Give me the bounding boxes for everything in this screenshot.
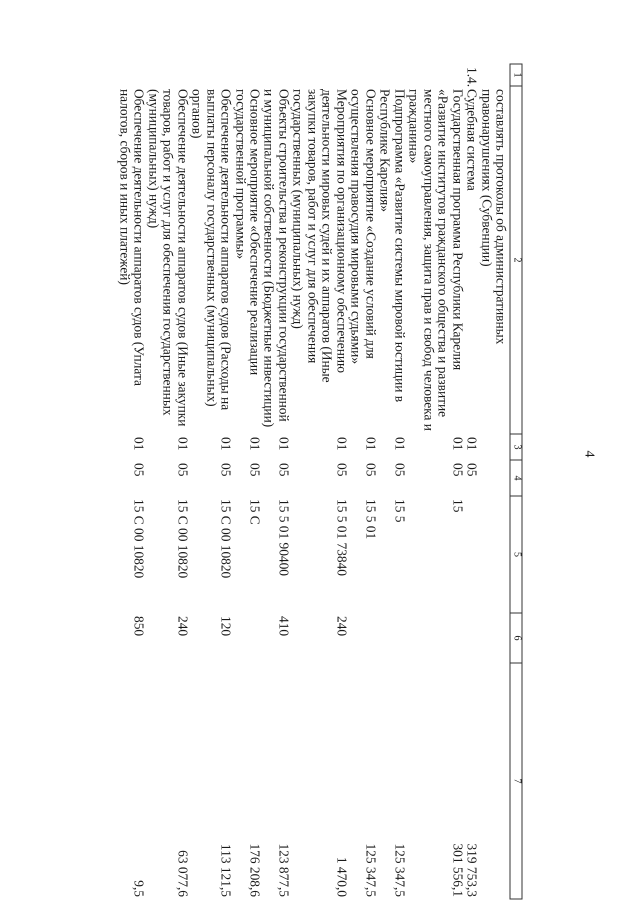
row-rz: 01 [363, 437, 379, 451]
row-rz: 01 [464, 437, 480, 451]
row-rz: 01 [276, 437, 292, 451]
row-pr: 05 [218, 463, 234, 477]
row-name: Государственная программа Республики Карелия «Развитие институтов гражданского общества и развитие местного самоуправления, защита прав и свобод человека и гражданина» [406, 89, 466, 431]
row-name: Судебная система [464, 89, 480, 191]
row-number [377, 64, 406, 86]
row-csr: 15 5 01 90400 [276, 499, 292, 576]
table-row [406, 64, 464, 899]
row-amount: 301 556,1 [450, 843, 466, 897]
row-vr: 240 [334, 616, 350, 637]
row-vr [406, 613, 464, 663]
budget-table [117, 64, 523, 900]
table-row [189, 64, 232, 899]
header-cell: 3 [510, 434, 522, 460]
row-name: Обеспечение деятельности аппаратов судов (Иные закупки товаров, работ и услуг для обеспечения государственных (муниципальных) нужд) [146, 89, 191, 427]
row-vr: 410 [276, 616, 292, 637]
row-csr: 15 С [247, 499, 263, 525]
row-csr: 15 С 00 10820 [175, 499, 191, 579]
table-row [146, 64, 189, 899]
row-csr [464, 496, 478, 613]
row-rz: 01 [218, 437, 234, 451]
header-cell: 4 [510, 460, 522, 496]
header-cell: 6 [510, 613, 522, 663]
row-csr: 15 [450, 499, 466, 513]
table-row [233, 64, 262, 899]
table-row [377, 64, 406, 899]
header-cell: 1 [510, 64, 522, 86]
table-row [117, 64, 146, 899]
row-number: 1.4. [464, 67, 480, 88]
row-csr: 15 5 01 73840 [334, 499, 350, 576]
row-vr [348, 613, 377, 663]
row-number [262, 64, 291, 86]
row-number [146, 64, 189, 86]
row-amount: 176 208,6 [247, 843, 263, 897]
page-number: 4 [581, 450, 597, 458]
row-rz: 01 [175, 437, 191, 451]
row-csr: 15 С 00 10820 [131, 499, 147, 579]
row-csr [479, 496, 510, 613]
table-row [348, 64, 377, 899]
row-vr: 850 [131, 616, 147, 637]
header-cell: 5 [510, 496, 522, 613]
row-pr: 05 [131, 463, 147, 477]
row-csr: 15 С 00 10820 [218, 499, 234, 579]
row-pr: 05 [175, 463, 191, 477]
row-name: Обеспечение деятельности аппаратов судов (Расходы на выплаты персоналу государственных (муниципальных) органов) [189, 89, 234, 411]
row-amount: 1 470,0 [334, 856, 350, 897]
row-amount: 63 077,6 [175, 850, 191, 897]
row-rz: 01 [131, 437, 147, 451]
row-amount: 9,5 [131, 880, 147, 897]
row-vr [377, 613, 406, 663]
row-vr: 240 [175, 616, 191, 637]
row-csr: 15 5 [392, 499, 408, 523]
row-name: Подпрограмма «Развитие системы мировой юстиции в Республике Карелия» [377, 89, 408, 403]
table-body [117, 64, 510, 899]
row-number [233, 64, 262, 86]
row-pr: 05 [450, 463, 466, 477]
row-amount: 125 347,5 [363, 843, 379, 897]
row-vr [479, 613, 510, 663]
row-csr: 15 5 01 [363, 499, 379, 540]
row-number [348, 64, 377, 86]
row-name: Основное мероприятие «Обеспечение реализации государственной программы» [233, 89, 263, 376]
row-rz [479, 434, 510, 460]
row-name: Обеспечение деятельности аппаратов судов (Уплата налогов, сборов и иных платежей) [117, 89, 147, 386]
row-pr: 05 [276, 463, 292, 477]
row-vr [464, 613, 478, 663]
table-row [479, 64, 510, 899]
row-amount: 319 753,3 [464, 843, 480, 897]
row-amount: 113 121,5 [218, 843, 234, 897]
row-pr: 05 [363, 463, 379, 477]
row-name: составлять протоколы об административных правонарушениях (Субвенции) [479, 89, 509, 345]
row-name: Объекты строительства и реконструкции государственной и муниципальной собственности (Бюджетные инвестиции) [262, 89, 292, 428]
row-vr [233, 613, 262, 663]
row-pr: 05 [464, 463, 480, 477]
row-name: Мероприятия по организационному обеспечению деятельности мировых судей и их аппаратов (Иные закупки товаров, работ и услуг для обеспечения государственных (муниципальных) нужд) [290, 89, 350, 383]
row-rz: 01 [392, 437, 408, 451]
row-number [406, 64, 464, 86]
header-cell: 2 [510, 86, 522, 434]
row-rz: 01 [450, 437, 466, 451]
table-row [464, 64, 478, 899]
row-vr: 120 [218, 616, 234, 637]
table-row [290, 64, 348, 899]
row-pr [479, 460, 510, 496]
row-amount: 125 347,5 [392, 843, 408, 897]
header-cell: 7 [510, 663, 522, 899]
row-number [290, 64, 348, 86]
row-pr: 05 [334, 463, 350, 477]
row-amount [479, 663, 510, 899]
row-pr: 05 [247, 463, 263, 477]
row-rz: 01 [334, 437, 350, 451]
rotated-budget-table [33, 64, 523, 899]
row-name: Основное мероприятие «Создание условий для осуществления правосудия мировыми судьями» [348, 89, 379, 365]
row-amount: 123 877,5 [276, 843, 292, 897]
row-pr: 05 [392, 463, 408, 477]
row-number [479, 64, 510, 86]
row-number [117, 64, 146, 86]
column-number-header [510, 64, 522, 899]
row-rz: 01 [247, 437, 263, 451]
table-row [262, 64, 291, 899]
row-number [189, 64, 232, 86]
